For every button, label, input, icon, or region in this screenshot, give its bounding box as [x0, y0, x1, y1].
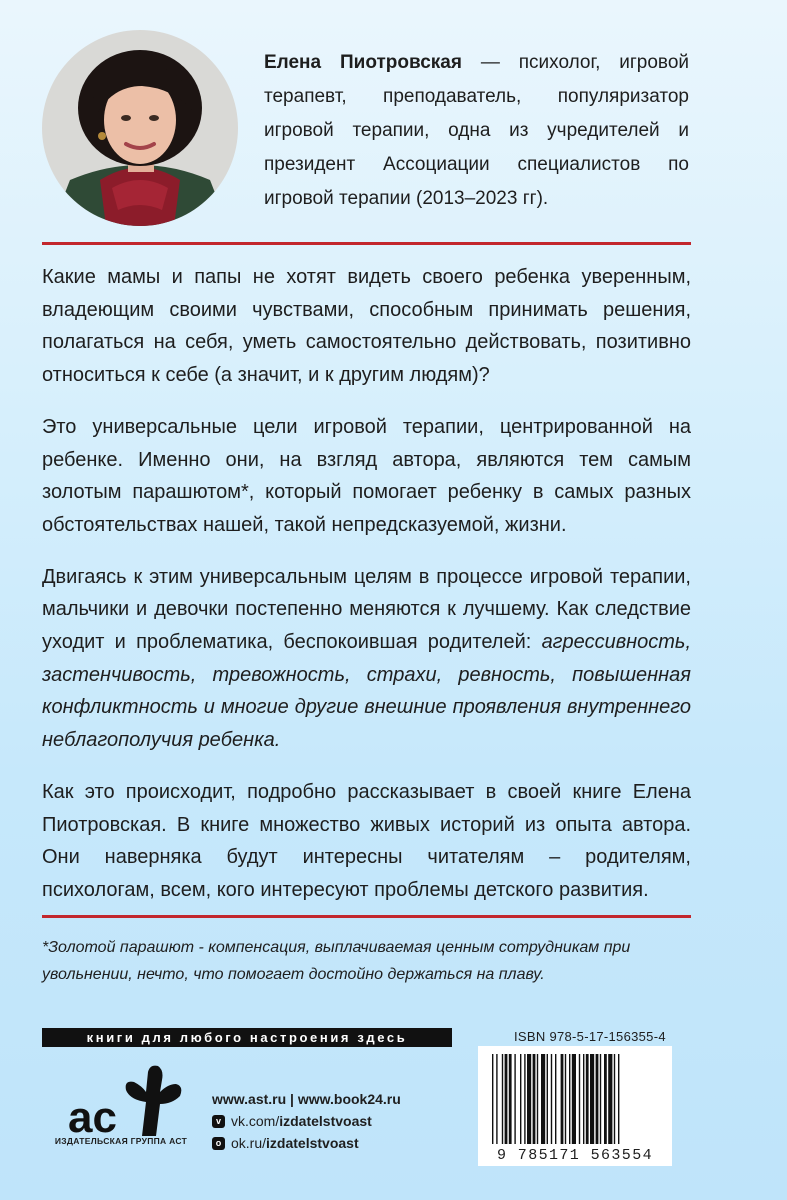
- web-links[interactable]: www.ast.ru | www.book24.ru: [212, 1091, 401, 1107]
- logo-figure-icon: [126, 1066, 182, 1136]
- barcode-bar: [541, 1054, 545, 1144]
- barcode-digits: 9 785171 563554: [478, 1146, 672, 1166]
- barcode-bar: [565, 1054, 566, 1144]
- logo-letters: ac: [68, 1093, 117, 1142]
- barcode-bar: [527, 1054, 531, 1144]
- paragraph-4: Как это происходит, подробно рассказывает в своей книге Елена Пиотровская. В книге множество живых историй из опыта автора. Они наверняка будут интересны читателям – родителям, психологам, всем, кого интересуют проблемы детского развития.: [42, 780, 691, 901]
- barcode-bar: [590, 1054, 594, 1144]
- author-name: Елена Пиотровская: [264, 52, 462, 73]
- barcode-bar: [514, 1054, 515, 1144]
- paragraph-1: Какие мамы и папы не хотят видеть своего ребенка уверенным, владеющим своими чувствами, способным принимать решения, полагаться на себя, уметь самостоятельно действовать, позитивно относиться к себе (а значит, и к другим людям)?: [42, 266, 691, 387]
- barcode-bar: [561, 1054, 564, 1144]
- publisher-name: ИЗДАТЕЛЬСКАЯ ГРУППА АСТ: [54, 1136, 188, 1146]
- barcode-bar: [579, 1054, 580, 1144]
- slogan-banner: книги для любого настроения здесь: [42, 1028, 452, 1047]
- paragraph-3: [42, 561, 691, 757]
- isbn: ISBN 978-5-17-156355-4: [514, 1029, 666, 1044]
- divider-bottom: [42, 915, 691, 918]
- barcode-bar: [569, 1054, 570, 1144]
- paragraph-3-italic: агрессивность, застенчивость, тревожность, страхи, ревность, повышенная конфликтность и многие другие внешние проявления внутреннего неблагополучия ребенка.: [42, 631, 691, 752]
- vk-prefix: vk.com/: [231, 1113, 280, 1129]
- barcode-bar: [555, 1054, 556, 1144]
- barcode-bar: [586, 1054, 589, 1144]
- barcode-bar: [524, 1054, 525, 1144]
- publisher-links: [212, 1088, 401, 1154]
- barcode-bar: [520, 1054, 521, 1144]
- barcode-bar: [572, 1054, 576, 1144]
- barcode-bars: [478, 1046, 672, 1146]
- vk-handle: izdatelstvoast: [279, 1113, 372, 1129]
- divider-top: [42, 242, 691, 245]
- author-photo: [42, 30, 238, 226]
- barcode-bar: [505, 1054, 508, 1144]
- paragraph-3-text: Двигаясь к этим универсальным целям в процессе игровой терапии, мальчики и девочки постепенно меняются к лучшему. Как следствие уходит и проблематика, беспокоившая родителей:: [42, 565, 691, 654]
- barcode-bar: [551, 1054, 552, 1144]
- barcode-bar: [509, 1054, 512, 1144]
- barcode-bar: [533, 1054, 536, 1144]
- author-description: — психолог, игровой терапевт, преподаватель, популяризатор игровой терапии, одна из учредителей и президент Ассоциации специалистов по игровой терапии (2013–2023 гг).: [264, 52, 689, 209]
- vk-row[interactable]: [212, 1110, 401, 1132]
- barcode-bar: [604, 1054, 607, 1144]
- ok-icon: o: [212, 1137, 225, 1150]
- barcode-bar: [600, 1054, 601, 1144]
- vk-icon: v: [212, 1115, 225, 1128]
- footnote: *Золотой парашют - компенсация, выплачиваемая ценным сотрудникам при увольнении, нечто, что помогает достойно держаться на плаву.: [42, 939, 631, 983]
- paragraph-2: Это универсальные цели игровой терапии, центрированной на ребенке. Именно они, на взгляд автора, являются тем самым золотым парашютом*, который помогает ребенку в самых разных обстоятельствах нашей, такой непредсказуемой, жизни.: [42, 415, 691, 536]
- web-links-row: [212, 1088, 401, 1110]
- barcode-bar: [502, 1054, 503, 1144]
- ok-prefix: ok.ru/: [231, 1135, 267, 1151]
- barcode-bar: [614, 1054, 615, 1144]
- author-bio: [264, 46, 689, 216]
- barcode-bar: [537, 1054, 538, 1144]
- barcode-bar: [496, 1054, 497, 1144]
- annotation-text: [42, 261, 691, 926]
- barcode-bar: [618, 1054, 619, 1144]
- barcode-bar: [608, 1054, 612, 1144]
- barcode-bar: [583, 1054, 584, 1144]
- ast-logo: [60, 1062, 190, 1144]
- ok-row[interactable]: [212, 1132, 401, 1154]
- ok-handle: izdatelstvoast: [266, 1135, 359, 1151]
- barcode-bar: [596, 1054, 599, 1144]
- barcode-bar: [547, 1054, 548, 1144]
- barcode-bar: [492, 1054, 493, 1144]
